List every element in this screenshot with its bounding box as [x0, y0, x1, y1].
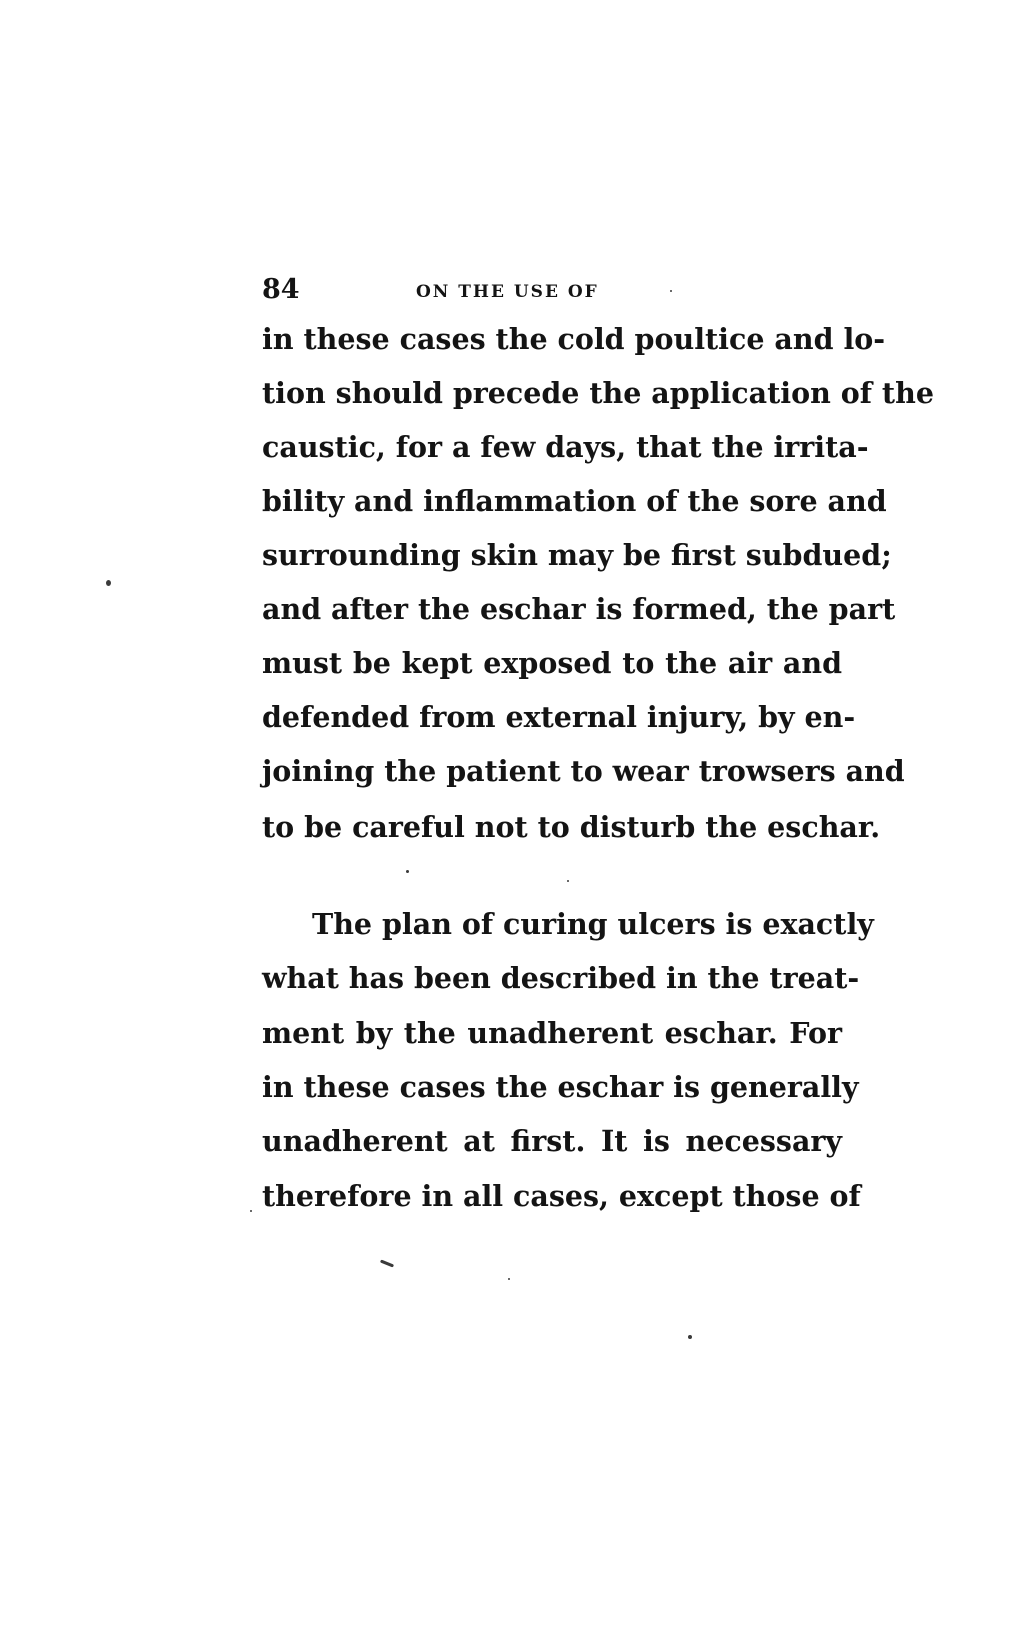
text-line: tion should precede the application of the — [262, 376, 934, 410]
text-line: therefore in all cases, except those of — [262, 1179, 861, 1213]
scan-speck — [406, 870, 409, 873]
scan-speck — [688, 1335, 692, 1339]
text-line: caustic, for a few days, that the irrita- — [262, 430, 869, 464]
page-number: 84 — [262, 274, 300, 305]
text-line: ment by the unadherent eschar. For — [262, 1016, 842, 1050]
scan-speck — [567, 880, 569, 882]
text-line: must be kept exposed to the air and — [262, 646, 842, 680]
text-line: joining the patient to wear trowsers and — [262, 754, 905, 788]
text-line: bility and inflammation of the sore and — [262, 484, 887, 518]
text-line: unadherent at first. It is necessary — [262, 1124, 842, 1158]
scan-speck — [670, 290, 672, 292]
text-line: in these cases the cold poultice and lo- — [262, 322, 886, 356]
scan-speck — [106, 580, 111, 586]
scan-speck — [508, 1278, 510, 1280]
scan-speck — [380, 1259, 394, 1267]
text-line: what has been described in the treat- — [262, 961, 860, 995]
text-line: defended from external injury, by en- — [262, 700, 856, 734]
text-line: in these cases the eschar is generally — [262, 1070, 859, 1104]
text-line: to be careful not to disturb the eschar. — [262, 810, 881, 844]
running-title: ON THE USE OF — [416, 282, 599, 302]
page-header — [262, 270, 842, 310]
text-line: The plan of curing ulcers is exactly — [312, 907, 874, 941]
text-line: and after the eschar is formed, the part — [262, 592, 896, 626]
text-line: surrounding skin may be first subdued; — [262, 538, 892, 572]
scan-speck — [250, 1210, 252, 1212]
